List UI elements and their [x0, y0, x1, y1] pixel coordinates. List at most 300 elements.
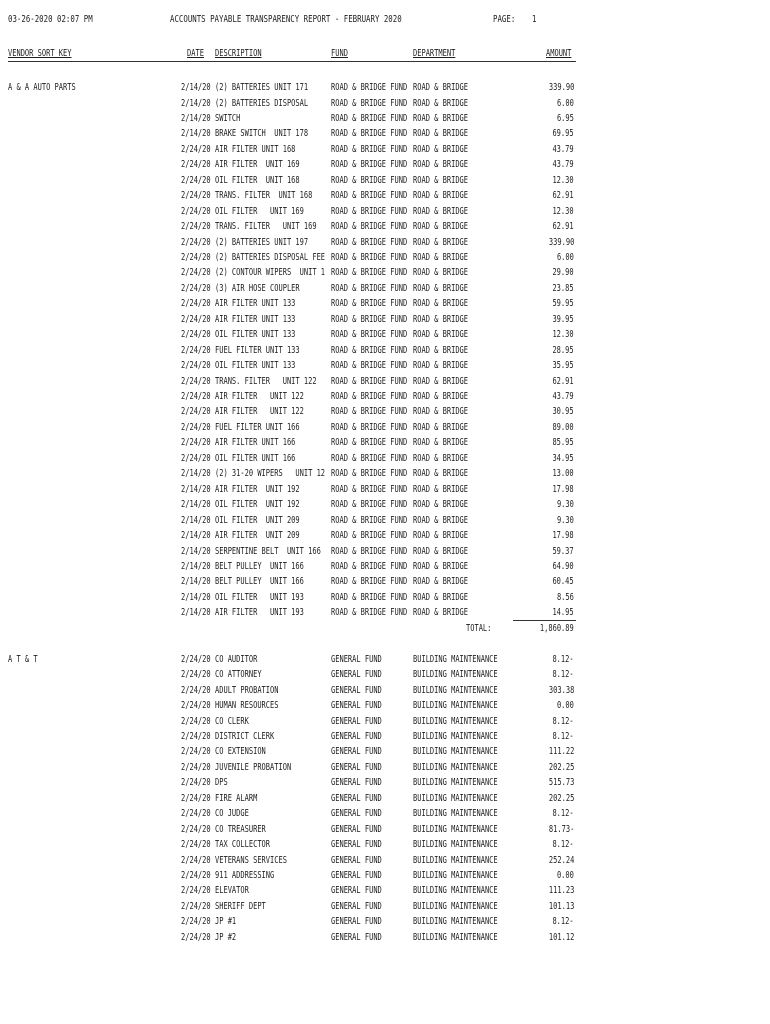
row-fund: GENERAL FUND [331, 839, 382, 851]
table-row [0, 607, 770, 622]
row-department: ROAD & BRIDGE [413, 251, 469, 263]
row-amount: 29.90 [552, 267, 574, 279]
row-amount: 30.95 [552, 406, 574, 418]
row-date: 2/24/20 [181, 761, 211, 773]
row-amount: 202.25 [548, 792, 574, 804]
table-row [0, 824, 770, 839]
row-date: 2/24/20 [181, 715, 211, 727]
table-row [0, 855, 770, 870]
row-date: 2/14/20 [181, 607, 211, 619]
row-fund: GENERAL FUND [331, 730, 382, 742]
row-description: (3) AIR HOSE COUPLER [215, 282, 300, 294]
row-amount: 6.00 [557, 97, 574, 109]
row-description: OIL FILTER UNIT 133 [215, 329, 296, 341]
row-amount: 339.90 [548, 82, 574, 93]
row-amount: 69.95 [552, 128, 574, 140]
row-amount: 43.79 [552, 391, 574, 402]
row-date: 2/24/20 [181, 313, 211, 325]
row-description: FUEL FILTER UNIT 133 [215, 344, 300, 356]
row-date: 2/24/20 [181, 143, 211, 155]
row-description: CO AUDITOR [215, 653, 258, 665]
row-amount: 60.45 [552, 576, 574, 588]
row-amount: 85.95 [552, 437, 574, 449]
row-fund: ROAD & BRIDGE FUND [331, 282, 408, 294]
row-description: 911 ADDRESSING [215, 870, 275, 881]
row-amount: 81.73- [548, 823, 574, 835]
table-row [0, 901, 770, 916]
row-amount: 8.12- [552, 730, 574, 742]
vendor-total-row [0, 623, 770, 638]
table-row [0, 731, 770, 746]
row-fund: GENERAL FUND [331, 777, 382, 789]
table-row [0, 546, 770, 561]
row-department: ROAD & BRIDGE [413, 329, 469, 341]
row-department: ROAD & BRIDGE [413, 591, 469, 603]
row-amount: 12.30 [552, 205, 574, 217]
table-row [0, 777, 770, 792]
row-fund: ROAD & BRIDGE FUND [331, 499, 408, 511]
row-department: BUILDING MAINTENANCE [413, 777, 498, 789]
row-department: ROAD & BRIDGE [413, 282, 469, 294]
row-fund: ROAD & BRIDGE FUND [331, 298, 408, 310]
row-fund: GENERAL FUND [331, 746, 382, 758]
row-date: 2/24/20 [181, 236, 211, 248]
header-rule [8, 61, 576, 62]
row-fund: ROAD & BRIDGE FUND [331, 190, 408, 202]
total-rule [513, 620, 576, 621]
table-row [0, 159, 770, 174]
row-description: OIL FILTER UNIT 209 [215, 514, 300, 526]
row-department: ROAD & BRIDGE [413, 174, 469, 186]
table-row [0, 932, 770, 947]
table-row [0, 484, 770, 499]
row-fund: GENERAL FUND [331, 684, 382, 696]
table-row [0, 221, 770, 236]
row-date: 2/24/20 [181, 885, 211, 897]
row-date: 2/24/20 [181, 792, 211, 804]
row-date: 2/14/20 [181, 576, 211, 588]
row-description: JUVENILE PROBATION [215, 761, 292, 773]
row-description: JP #2 [215, 931, 237, 943]
row-date: 2/14/20 [181, 560, 211, 572]
row-amount: 28.95 [552, 344, 574, 356]
row-fund: ROAD & BRIDGE FUND [331, 391, 408, 402]
row-amount: 64.90 [552, 560, 574, 572]
row-description: (2) CONTOUR WIPERS UNIT 1 [215, 267, 326, 279]
row-amount: 339.90 [548, 236, 574, 248]
row-department: ROAD & BRIDGE [413, 468, 469, 480]
row-description: AIR FILTER UNIT 193 [215, 607, 304, 619]
row-department: ROAD & BRIDGE [413, 560, 469, 572]
row-date: 2/14/20 [181, 530, 211, 541]
row-fund: ROAD & BRIDGE FUND [331, 344, 408, 356]
table-row [0, 700, 770, 715]
row-date: 2/14/20 [181, 591, 211, 603]
row-date: 2/14/20 [181, 82, 211, 93]
row-description: BRAKE SWITCH UNIT 178 [215, 128, 309, 140]
table-row [0, 113, 770, 128]
row-description: SHERIFF DEPT [215, 900, 266, 912]
row-department: ROAD & BRIDGE [413, 143, 469, 155]
column-header-description: DESCRIPTION [215, 48, 262, 59]
row-amount: 59.37 [552, 545, 574, 557]
row-fund: GENERAL FUND [331, 823, 382, 835]
row-amount: 0.00 [557, 700, 574, 711]
row-description: (2) 31-20 WIPERS UNIT 12 [215, 468, 326, 480]
row-fund: ROAD & BRIDGE FUND [331, 437, 408, 449]
row-description: TAX COLLECTOR [215, 839, 271, 851]
row-description: (2) BATTERIES UNIT 171 [215, 82, 309, 93]
report-title: ACCOUNTS PAYABLE TRANSPARENCY REPORT - FEBRUARY 2020 [170, 14, 402, 25]
table-row [0, 298, 770, 313]
row-department: ROAD & BRIDGE [413, 545, 469, 557]
row-department: BUILDING MAINTENANCE [413, 839, 498, 851]
row-date: 2/24/20 [181, 669, 211, 681]
row-date: 2/24/20 [181, 730, 211, 742]
row-fund: ROAD & BRIDGE FUND [331, 82, 408, 93]
row-department: ROAD & BRIDGE [413, 576, 469, 588]
row-department: BUILDING MAINTENANCE [413, 792, 498, 804]
row-department: ROAD & BRIDGE [413, 112, 469, 124]
row-department: ROAD & BRIDGE [413, 360, 469, 372]
row-fund: ROAD & BRIDGE FUND [331, 607, 408, 619]
row-description: ADULT PROBATION [215, 684, 279, 696]
row-fund: ROAD & BRIDGE FUND [331, 360, 408, 372]
row-fund: ROAD & BRIDGE FUND [331, 329, 408, 341]
table-row [0, 793, 770, 808]
row-fund: ROAD & BRIDGE FUND [331, 406, 408, 418]
table-row [0, 144, 770, 159]
row-description: TRANS. FILTER UNIT 168 [215, 190, 313, 202]
row-date: 2/24/20 [181, 360, 211, 372]
column-header-date: DATE [187, 48, 204, 59]
row-department: ROAD & BRIDGE [413, 421, 469, 433]
row-department: BUILDING MAINTENANCE [413, 870, 498, 881]
row-fund: GENERAL FUND [331, 792, 382, 804]
table-row [0, 314, 770, 329]
row-description: TRANS. FILTER UNIT 169 [215, 221, 317, 232]
row-amount: 8.12- [552, 653, 574, 665]
row-amount: 39.95 [552, 313, 574, 325]
row-date: 2/24/20 [181, 251, 211, 263]
row-fund: GENERAL FUND [331, 854, 382, 866]
table-row [0, 685, 770, 700]
table-row [0, 237, 770, 252]
row-fund: GENERAL FUND [331, 700, 382, 711]
table-row [0, 515, 770, 530]
table-row [0, 576, 770, 591]
row-fund: ROAD & BRIDGE FUND [331, 128, 408, 140]
row-fund: GENERAL FUND [331, 916, 382, 928]
row-amount: 17.98 [552, 483, 574, 495]
row-fund: GENERAL FUND [331, 885, 382, 897]
row-description: (2) BATTERIES DISPOSAL [215, 97, 309, 109]
row-amount: 0.00 [557, 870, 574, 881]
row-fund: ROAD & BRIDGE FUND [331, 221, 408, 232]
row-fund: ROAD & BRIDGE FUND [331, 174, 408, 186]
row-fund: ROAD & BRIDGE FUND [331, 530, 408, 541]
row-date: 2/24/20 [181, 344, 211, 356]
row-fund: ROAD & BRIDGE FUND [331, 560, 408, 572]
row-amount: 8.12- [552, 808, 574, 820]
row-fund: GENERAL FUND [331, 931, 382, 943]
row-date: 2/24/20 [181, 205, 211, 217]
row-amount: 9.30 [557, 514, 574, 526]
row-date: 2/14/20 [181, 128, 211, 140]
row-description: CO EXTENSION [215, 746, 266, 758]
table-row [0, 252, 770, 267]
row-date: 2/24/20 [181, 916, 211, 928]
table-row [0, 391, 770, 406]
row-fund: ROAD & BRIDGE FUND [331, 576, 408, 588]
row-description: AIR FILTER UNIT 192 [215, 483, 300, 495]
row-description: AIR FILTER UNIT 168 [215, 143, 296, 155]
column-header-department: DEPARTMENT [413, 48, 456, 59]
row-fund: ROAD & BRIDGE FUND [331, 251, 408, 263]
row-description: AIR FILTER UNIT 133 [215, 298, 296, 310]
table-row [0, 206, 770, 221]
row-department: ROAD & BRIDGE [413, 205, 469, 217]
row-date: 2/24/20 [181, 298, 211, 310]
row-amount: 101.12 [548, 931, 574, 943]
row-fund: GENERAL FUND [331, 870, 382, 881]
row-department: BUILDING MAINTENANCE [413, 653, 498, 665]
row-date: 2/24/20 [181, 267, 211, 279]
row-fund: GENERAL FUND [331, 715, 382, 727]
row-amount: 6.95 [557, 112, 574, 124]
row-date: 2/14/20 [181, 97, 211, 109]
row-description: AIR FILTER UNIT 166 [215, 437, 296, 449]
row-description: OIL FILTER UNIT 193 [215, 591, 304, 603]
row-date: 2/24/20 [181, 375, 211, 387]
row-amount: 111.22 [548, 746, 574, 758]
row-fund: ROAD & BRIDGE FUND [331, 159, 408, 171]
row-date: 2/24/20 [181, 159, 211, 171]
row-description: CO CLERK [215, 715, 249, 727]
table-row [0, 175, 770, 190]
table-row [0, 716, 770, 731]
row-department: ROAD & BRIDGE [413, 190, 469, 202]
row-date: 2/24/20 [181, 839, 211, 851]
row-fund: ROAD & BRIDGE FUND [331, 97, 408, 109]
report-timestamp: 03-26-2020 02:07 PM [8, 14, 93, 25]
vendor-name: A & A AUTO PARTS [8, 82, 76, 93]
table-row [0, 561, 770, 576]
row-fund: GENERAL FUND [331, 808, 382, 820]
row-department: BUILDING MAINTENANCE [413, 931, 498, 943]
row-department: BUILDING MAINTENANCE [413, 761, 498, 773]
total-label: TOTAL: [466, 622, 492, 634]
row-date: 2/24/20 [181, 684, 211, 696]
row-date: 2/24/20 [181, 437, 211, 449]
row-department: BUILDING MAINTENANCE [413, 808, 498, 820]
row-department: ROAD & BRIDGE [413, 499, 469, 511]
row-date: 2/24/20 [181, 900, 211, 912]
row-date: 2/24/20 [181, 777, 211, 789]
row-fund: GENERAL FUND [331, 761, 382, 773]
row-date: 2/24/20 [181, 174, 211, 186]
row-date: 2/24/20 [181, 282, 211, 294]
row-department: ROAD & BRIDGE [413, 530, 469, 541]
row-fund: ROAD & BRIDGE FUND [331, 421, 408, 433]
table-row [0, 437, 770, 452]
row-description: JP #1 [215, 916, 237, 928]
table-row [0, 283, 770, 298]
row-fund: ROAD & BRIDGE FUND [331, 313, 408, 325]
row-fund: GENERAL FUND [331, 653, 382, 665]
table-row [0, 762, 770, 777]
row-date: 2/24/20 [181, 746, 211, 758]
table-row [0, 345, 770, 360]
table-row [0, 669, 770, 684]
row-amount: 8.56 [557, 591, 574, 603]
table-row [0, 592, 770, 607]
row-amount: 111.23 [548, 885, 574, 897]
row-department: ROAD & BRIDGE [413, 437, 469, 449]
table-row [0, 870, 770, 885]
row-amount: 12.30 [552, 174, 574, 186]
row-department: ROAD & BRIDGE [413, 406, 469, 418]
row-date: 2/24/20 [181, 931, 211, 943]
row-description: HUMAN RESOURCES [215, 700, 279, 711]
row-department: BUILDING MAINTENANCE [413, 684, 498, 696]
row-amount: 12.30 [552, 329, 574, 341]
row-amount: 202.25 [548, 761, 574, 773]
row-description: ELEVATOR [215, 885, 249, 897]
row-description: AIR FILTER UNIT 122 [215, 406, 304, 418]
row-date: 2/24/20 [181, 870, 211, 881]
row-fund: GENERAL FUND [331, 900, 382, 912]
table-row [0, 654, 770, 669]
row-description: OIL FILTER UNIT 169 [215, 205, 304, 217]
row-department: BUILDING MAINTENANCE [413, 669, 498, 681]
row-description: CO ATTORNEY [215, 669, 262, 681]
row-amount: 59.95 [552, 298, 574, 310]
row-date: 2/24/20 [181, 391, 211, 402]
row-department: BUILDING MAINTENANCE [413, 823, 498, 835]
row-amount: 62.91 [552, 375, 574, 387]
page-label: PAGE: [493, 14, 516, 25]
row-date: 2/24/20 [181, 854, 211, 866]
row-description: FUEL FILTER UNIT 166 [215, 421, 300, 433]
row-date: 2/24/20 [181, 221, 211, 232]
row-amount: 17.98 [552, 530, 574, 541]
row-date: 2/24/20 [181, 406, 211, 418]
row-amount: 35.95 [552, 360, 574, 372]
row-fund: ROAD & BRIDGE FUND [331, 143, 408, 155]
row-description: OIL FILTER UNIT 133 [215, 360, 296, 372]
table-row [0, 916, 770, 931]
row-fund: ROAD & BRIDGE FUND [331, 483, 408, 495]
row-department: ROAD & BRIDGE [413, 344, 469, 356]
row-description: OIL FILTER UNIT 168 [215, 174, 300, 186]
row-department: ROAD & BRIDGE [413, 221, 469, 232]
row-amount: 23.85 [552, 282, 574, 294]
row-fund: ROAD & BRIDGE FUND [331, 591, 408, 603]
row-department: BUILDING MAINTENANCE [413, 854, 498, 866]
row-description: OIL FILTER UNIT 166 [215, 452, 296, 464]
row-description: SERPENTINE BELT UNIT 166 [215, 545, 321, 557]
row-department: ROAD & BRIDGE [413, 452, 469, 464]
row-description: AIR FILTER UNIT 209 [215, 530, 300, 541]
row-department: BUILDING MAINTENANCE [413, 916, 498, 928]
row-amount: 8.12- [552, 839, 574, 851]
row-description: AIR FILTER UNIT 122 [215, 391, 304, 402]
row-date: 2/14/20 [181, 468, 211, 480]
table-row [0, 885, 770, 900]
table-row [0, 190, 770, 205]
row-description: AIR FILTER UNIT 133 [215, 313, 296, 325]
table-row [0, 98, 770, 113]
row-amount: 101.13 [548, 900, 574, 912]
table-row [0, 267, 770, 282]
row-description: (2) BATTERIES UNIT 197 [215, 236, 309, 248]
row-description: BELT PULLEY UNIT 166 [215, 576, 304, 588]
row-fund: ROAD & BRIDGE FUND [331, 545, 408, 557]
row-amount: 8.12- [552, 715, 574, 727]
row-date: 2/24/20 [181, 653, 211, 665]
row-date: 2/14/20 [181, 483, 211, 495]
table-row [0, 468, 770, 483]
row-department: ROAD & BRIDGE [413, 298, 469, 310]
column-header-amount: AMOUNT [546, 48, 572, 59]
page-number: 1 [532, 14, 537, 25]
table-row [0, 839, 770, 854]
row-fund: ROAD & BRIDGE FUND [331, 236, 408, 248]
row-fund: ROAD & BRIDGE FUND [331, 267, 408, 279]
row-fund: ROAD & BRIDGE FUND [331, 112, 408, 124]
row-date: 2/24/20 [181, 452, 211, 464]
row-description: VETERANS SERVICES [215, 854, 287, 866]
row-amount: 303.38 [548, 684, 574, 696]
table-row [0, 128, 770, 143]
table-row [0, 422, 770, 437]
row-amount: 62.91 [552, 190, 574, 202]
row-department: ROAD & BRIDGE [413, 483, 469, 495]
row-fund: ROAD & BRIDGE FUND [331, 468, 408, 480]
row-date: 2/14/20 [181, 499, 211, 511]
row-date: 2/14/20 [181, 514, 211, 526]
row-department: ROAD & BRIDGE [413, 375, 469, 387]
row-department: ROAD & BRIDGE [413, 82, 469, 93]
row-department: BUILDING MAINTENANCE [413, 700, 498, 711]
row-amount: 515.73 [548, 777, 574, 789]
row-amount: 8.12- [552, 669, 574, 681]
table-row [0, 376, 770, 391]
row-date: 2/24/20 [181, 421, 211, 433]
table-row [0, 453, 770, 468]
row-department: ROAD & BRIDGE [413, 313, 469, 325]
row-department: BUILDING MAINTENANCE [413, 730, 498, 742]
row-date: 2/14/20 [181, 545, 211, 557]
table-row [0, 808, 770, 823]
row-department: BUILDING MAINTENANCE [413, 885, 498, 897]
row-fund: ROAD & BRIDGE FUND [331, 452, 408, 464]
total-amount: 1,860.89 [540, 622, 574, 634]
column-header-vendor: VENDOR SORT KEY [8, 48, 72, 59]
row-amount: 34.95 [552, 452, 574, 464]
row-fund: ROAD & BRIDGE FUND [331, 375, 408, 387]
table-row [0, 82, 770, 97]
row-amount: 43.79 [552, 159, 574, 171]
row-fund: GENERAL FUND [331, 669, 382, 681]
row-amount: 14.95 [552, 607, 574, 619]
table-row [0, 746, 770, 761]
table-row [0, 530, 770, 545]
row-fund: ROAD & BRIDGE FUND [331, 514, 408, 526]
row-department: BUILDING MAINTENANCE [413, 746, 498, 758]
row-description: SWITCH [215, 112, 241, 124]
